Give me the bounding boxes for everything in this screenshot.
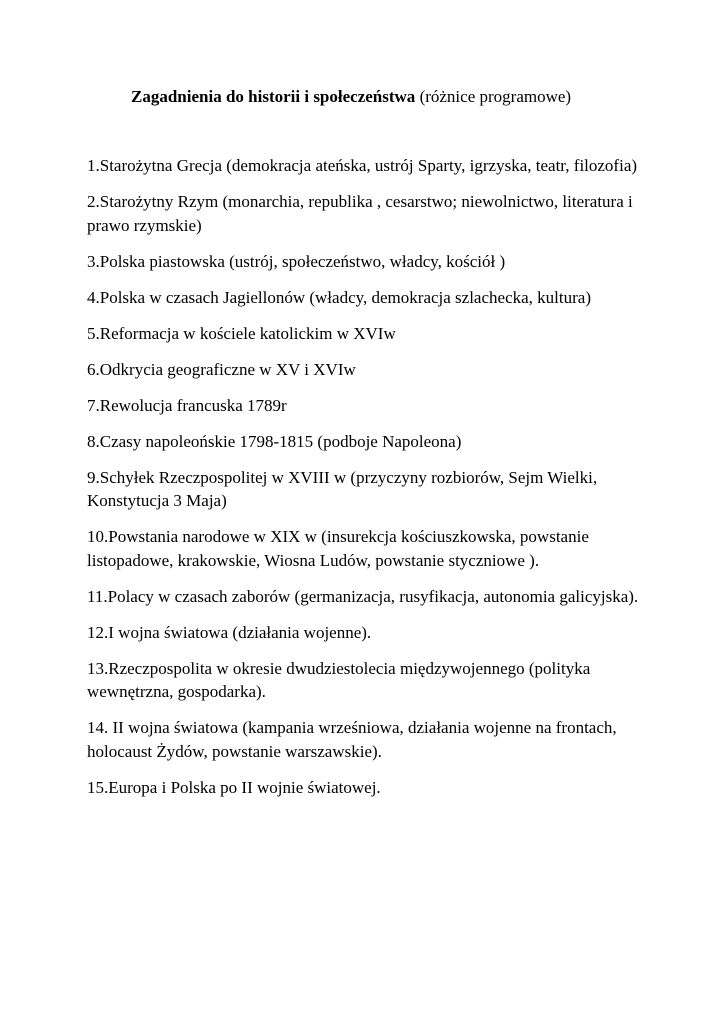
topic-item-1: 1.Starożytna Grecja (demokracja ateńska, ustrój Sparty, igrzyska, teatr, filozofia) (87, 156, 638, 175)
title-main: Zagadnienia do historii i społeczeństwa (131, 87, 416, 106)
topic-item-11: 11.Polacy w czasach zaborów (germanizacja, rusyfikacja, autonomia galicyjska). (87, 586, 639, 606)
topic-item-9: 9.Schyłek Rzeczpospolitej w XVIII w (przyczyny rozbiorów, Sejm Wielki, Konstytucja 3 Maja) (87, 467, 598, 510)
topic-item-14: 14. II wojna światowa (kampania wrześniowa, działania wojenne na frontach, holocaust Żydów, powstanie warszawskie). (87, 718, 617, 761)
topic-item-15: 15.Europa i Polska po II wojnie światowej. (87, 777, 381, 797)
topic-item-5: 5.Reformacja w kościele katolickim w XVIw (87, 323, 396, 343)
topic-item-13: 13.Rzeczpospolita w okresie dwudziestolecia międzywojennego (polityka wewnętrzna, gospodarka). (87, 658, 591, 701)
topic-item-2: 2.Starożytny Rzym (monarchia, republika , cesarstwo; niewolnictwo, literatura i prawo rzymskie) (87, 192, 633, 235)
topic-item-4: 4.Polska w czasach Jagiellonów (władcy, demokracja szlachecka, kultura) (87, 287, 591, 307)
topic-item-10: 10.Powstania narodowe w XIX w (insurekcja kościuszkowska, powstanie listopadowe, krakowskie, Wiosna Ludów, powstanie styczniowe ). (87, 527, 589, 570)
topic-item-12: 12.I wojna światowa (działania wojenne). (87, 622, 372, 642)
topic-item-8: 8.Czasy napoleońskie 1798-1815 (podboje Napoleona) (87, 431, 462, 451)
topic-list (87, 154, 647, 812)
title-note: (różnice programowe) (419, 87, 572, 106)
topic-item-6: 6.Odkrycia geograficzne w XV i XVIw (87, 359, 356, 379)
topic-item-7: 7.Rewolucja francuska 1789r (87, 395, 287, 415)
document-title (131, 86, 571, 108)
topic-item-3: 3.Polska piastowska (ustrój, społeczeństwo, władcy, kościół ) (87, 251, 506, 271)
